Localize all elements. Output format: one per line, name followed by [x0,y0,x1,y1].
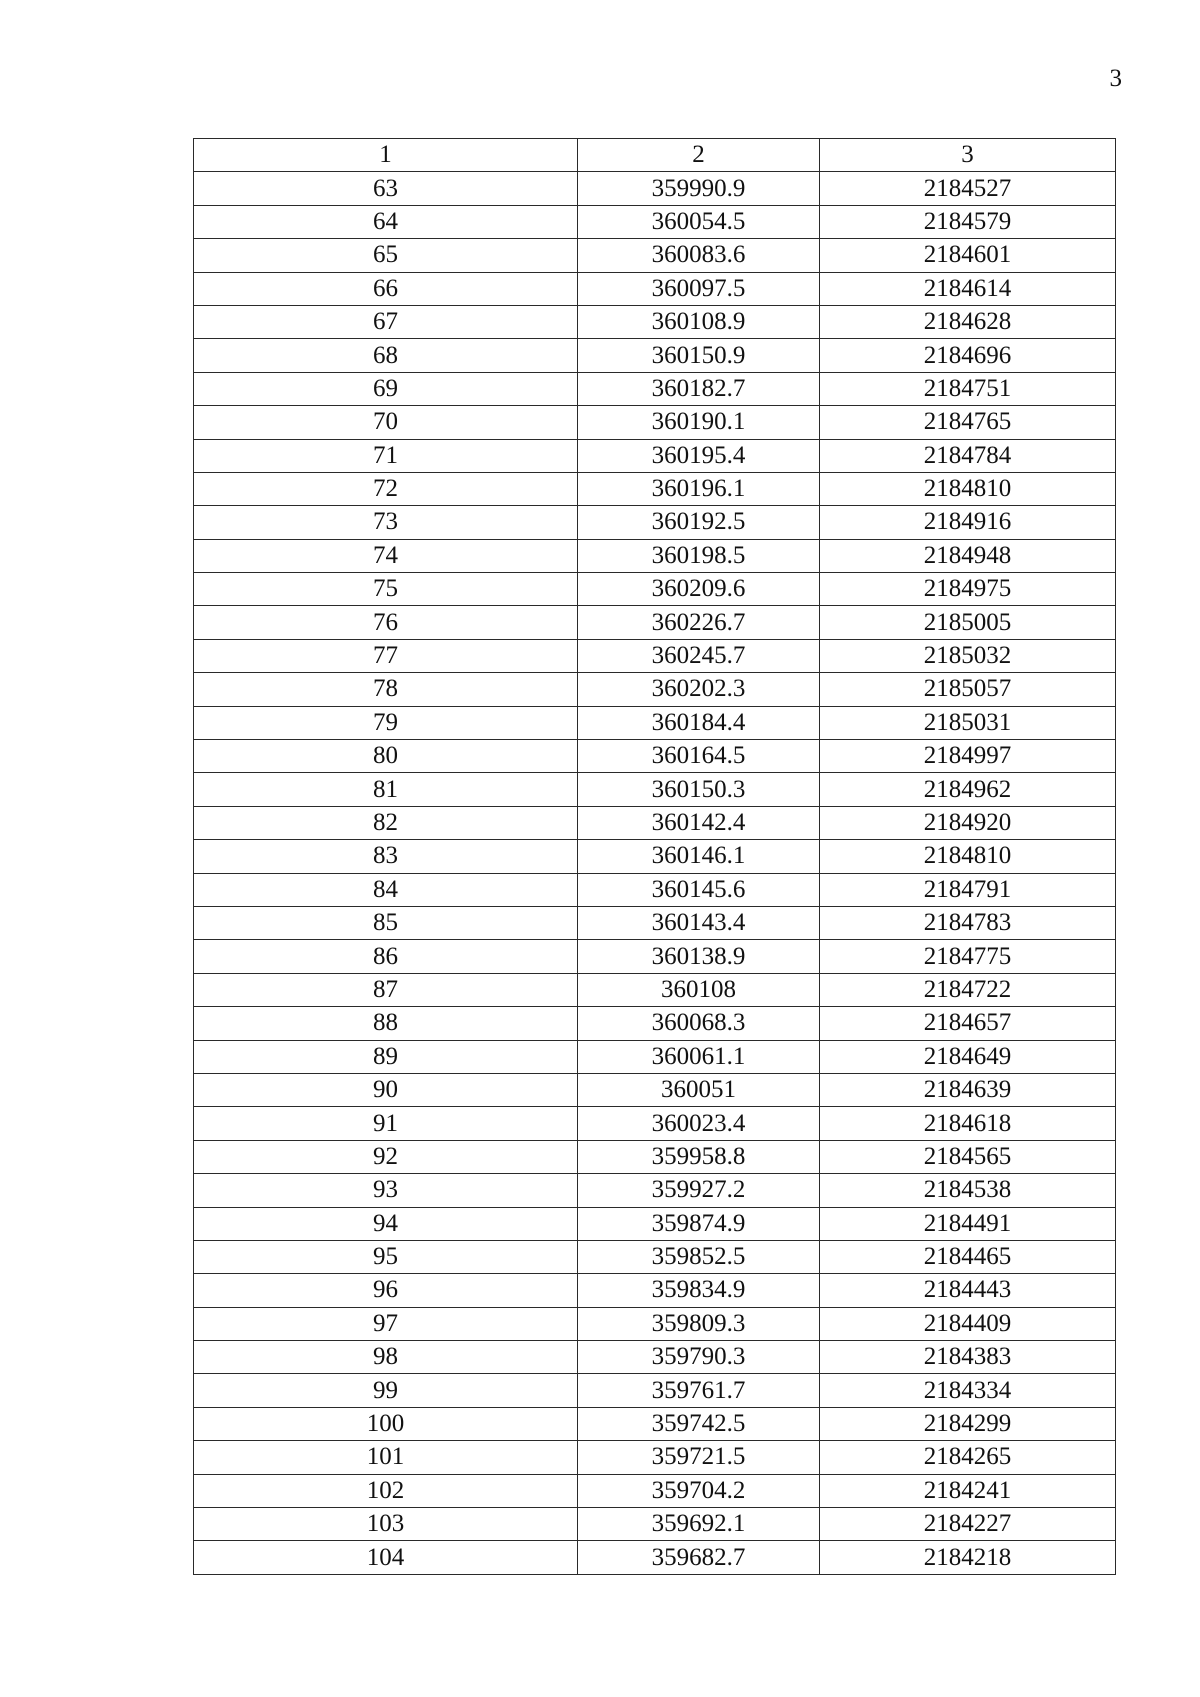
table-row [194,239,1116,272]
y-coordinate-cell: 2184614 [820,272,1116,305]
point-number-cell: 102 [194,1474,578,1507]
y-coordinate-cell: 2184751 [820,372,1116,405]
table-row [194,840,1116,873]
y-coordinate-cell: 2184601 [820,239,1116,272]
y-coordinate-cell: 2184527 [820,172,1116,205]
table-row [194,539,1116,572]
point-number-cell: 98 [194,1341,578,1374]
y-coordinate-cell: 2184465 [820,1240,1116,1273]
y-coordinate-cell: 2184241 [820,1474,1116,1507]
point-number-cell: 91 [194,1107,578,1140]
table-row [194,272,1116,305]
point-number-cell: 64 [194,205,578,238]
table-row [194,1174,1116,1207]
x-coordinate-cell: 359990.9 [578,172,820,205]
x-coordinate-cell: 359874.9 [578,1207,820,1240]
x-coordinate-cell: 359761.7 [578,1374,820,1407]
table-row [194,172,1116,205]
x-coordinate-cell: 360061.1 [578,1040,820,1073]
table-row [194,906,1116,939]
x-coordinate-cell: 359958.8 [578,1140,820,1173]
y-coordinate-cell: 2184722 [820,973,1116,1006]
point-number-cell: 68 [194,339,578,372]
x-coordinate-cell: 360138.9 [578,940,820,973]
table-row [194,873,1116,906]
table-row [194,1541,1116,1574]
column-header-3: 3 [820,139,1116,172]
table-header-row [194,139,1116,172]
point-number-cell: 83 [194,840,578,873]
x-coordinate-cell: 360202.3 [578,673,820,706]
x-coordinate-cell: 360226.7 [578,606,820,639]
x-coordinate-cell: 360245.7 [578,639,820,672]
point-number-cell: 72 [194,472,578,505]
point-number-cell: 65 [194,239,578,272]
point-number-cell: 84 [194,873,578,906]
coordinates-table [193,138,1116,1575]
x-coordinate-cell: 359742.5 [578,1407,820,1440]
x-coordinate-cell: 359834.9 [578,1274,820,1307]
table-row [194,1307,1116,1340]
table-row [194,1107,1116,1140]
point-number-cell: 87 [194,973,578,1006]
point-number-cell: 92 [194,1140,578,1173]
y-coordinate-cell: 2185031 [820,706,1116,739]
point-number-cell: 89 [194,1040,578,1073]
x-coordinate-cell: 360209.6 [578,573,820,606]
y-coordinate-cell: 2184784 [820,439,1116,472]
point-number-cell: 100 [194,1407,578,1440]
y-coordinate-cell: 2184962 [820,773,1116,806]
table-row [194,773,1116,806]
point-number-cell: 85 [194,906,578,939]
table-row [194,1073,1116,1106]
point-number-cell: 104 [194,1541,578,1574]
x-coordinate-cell: 360192.5 [578,506,820,539]
y-coordinate-cell: 2185057 [820,673,1116,706]
table-row [194,1508,1116,1541]
x-coordinate-cell: 360083.6 [578,239,820,272]
table-header [194,139,1116,172]
page-number: 3 [1109,65,1122,92]
table-row [194,506,1116,539]
point-number-cell: 88 [194,1007,578,1040]
point-number-cell: 69 [194,372,578,405]
y-coordinate-cell: 2184783 [820,906,1116,939]
point-number-cell: 76 [194,606,578,639]
x-coordinate-cell: 360054.5 [578,205,820,238]
y-coordinate-cell: 2184538 [820,1174,1116,1207]
point-number-cell: 99 [194,1374,578,1407]
table-row [194,472,1116,505]
table-row [194,806,1116,839]
point-number-cell: 81 [194,773,578,806]
y-coordinate-cell: 2184265 [820,1441,1116,1474]
y-coordinate-cell: 2184916 [820,506,1116,539]
point-number-cell: 103 [194,1508,578,1541]
point-number-cell: 93 [194,1174,578,1207]
point-number-cell: 70 [194,406,578,439]
y-coordinate-cell: 2185005 [820,606,1116,639]
table-row [194,973,1116,1006]
y-coordinate-cell: 2184948 [820,539,1116,572]
x-coordinate-cell: 360182.7 [578,372,820,405]
y-coordinate-cell: 2184579 [820,205,1116,238]
table-row [194,573,1116,606]
y-coordinate-cell: 2184383 [820,1341,1116,1374]
point-number-cell: 82 [194,806,578,839]
x-coordinate-cell: 360051 [578,1073,820,1106]
y-coordinate-cell: 2184997 [820,740,1116,773]
table-row [194,305,1116,338]
y-coordinate-cell: 2184649 [820,1040,1116,1073]
y-coordinate-cell: 2185032 [820,639,1116,672]
point-number-cell: 95 [194,1240,578,1273]
x-coordinate-cell: 360097.5 [578,272,820,305]
x-coordinate-cell: 360164.5 [578,740,820,773]
y-coordinate-cell: 2184657 [820,1007,1116,1040]
y-coordinate-cell: 2184334 [820,1374,1116,1407]
point-number-cell: 101 [194,1441,578,1474]
x-coordinate-cell: 360195.4 [578,439,820,472]
y-coordinate-cell: 2184299 [820,1407,1116,1440]
point-number-cell: 71 [194,439,578,472]
table-row [194,1274,1116,1307]
x-coordinate-cell: 360142.4 [578,806,820,839]
table-body [194,172,1116,1574]
y-coordinate-cell: 2184491 [820,1207,1116,1240]
point-number-cell: 78 [194,673,578,706]
y-coordinate-cell: 2184618 [820,1107,1116,1140]
y-coordinate-cell: 2184810 [820,840,1116,873]
point-number-cell: 96 [194,1274,578,1307]
x-coordinate-cell: 359927.2 [578,1174,820,1207]
x-coordinate-cell: 360143.4 [578,906,820,939]
point-number-cell: 94 [194,1207,578,1240]
point-number-cell: 97 [194,1307,578,1340]
y-coordinate-cell: 2184443 [820,1274,1116,1307]
x-coordinate-cell: 359682.7 [578,1541,820,1574]
table-row [194,1407,1116,1440]
x-coordinate-cell: 359721.5 [578,1441,820,1474]
table-row [194,1374,1116,1407]
table-row [194,1441,1116,1474]
x-coordinate-cell: 360146.1 [578,840,820,873]
x-coordinate-cell: 360150.3 [578,773,820,806]
table-row [194,439,1116,472]
x-coordinate-cell: 360196.1 [578,472,820,505]
y-coordinate-cell: 2184227 [820,1508,1116,1541]
column-header-1: 1 [194,139,578,172]
column-header-2: 2 [578,139,820,172]
table-row [194,205,1116,238]
y-coordinate-cell: 2184810 [820,472,1116,505]
y-coordinate-cell: 2184920 [820,806,1116,839]
point-number-cell: 79 [194,706,578,739]
table-row [194,339,1116,372]
point-number-cell: 74 [194,539,578,572]
y-coordinate-cell: 2184409 [820,1307,1116,1340]
point-number-cell: 80 [194,740,578,773]
table-row [194,673,1116,706]
x-coordinate-cell: 360150.9 [578,339,820,372]
point-number-cell: 90 [194,1073,578,1106]
point-number-cell: 63 [194,172,578,205]
x-coordinate-cell: 359692.1 [578,1508,820,1541]
x-coordinate-cell: 360190.1 [578,406,820,439]
table-row [194,706,1116,739]
x-coordinate-cell: 360068.3 [578,1007,820,1040]
table-row [194,1341,1116,1374]
y-coordinate-cell: 2184975 [820,573,1116,606]
x-coordinate-cell: 360023.4 [578,1107,820,1140]
point-number-cell: 77 [194,639,578,672]
table-row [194,1474,1116,1507]
table-row [194,372,1116,405]
x-coordinate-cell: 360184.4 [578,706,820,739]
table-row [194,406,1116,439]
point-number-cell: 86 [194,940,578,973]
x-coordinate-cell: 359790.3 [578,1341,820,1374]
table-row [194,740,1116,773]
point-number-cell: 73 [194,506,578,539]
table-row [194,1140,1116,1173]
table-row [194,606,1116,639]
y-coordinate-cell: 2184765 [820,406,1116,439]
table-row [194,1007,1116,1040]
y-coordinate-cell: 2184775 [820,940,1116,973]
x-coordinate-cell: 359809.3 [578,1307,820,1340]
x-coordinate-cell: 360145.6 [578,873,820,906]
table-row [194,1207,1116,1240]
table-row [194,1040,1116,1073]
x-coordinate-cell: 359704.2 [578,1474,820,1507]
y-coordinate-cell: 2184565 [820,1140,1116,1173]
x-coordinate-cell: 360108.9 [578,305,820,338]
y-coordinate-cell: 2184696 [820,339,1116,372]
table-row [194,639,1116,672]
point-number-cell: 67 [194,305,578,338]
y-coordinate-cell: 2184628 [820,305,1116,338]
y-coordinate-cell: 2184791 [820,873,1116,906]
point-number-cell: 66 [194,272,578,305]
x-coordinate-cell: 359852.5 [578,1240,820,1273]
y-coordinate-cell: 2184218 [820,1541,1116,1574]
x-coordinate-cell: 360108 [578,973,820,1006]
point-number-cell: 75 [194,573,578,606]
y-coordinate-cell: 2184639 [820,1073,1116,1106]
table-row [194,940,1116,973]
x-coordinate-cell: 360198.5 [578,539,820,572]
table-row [194,1240,1116,1273]
